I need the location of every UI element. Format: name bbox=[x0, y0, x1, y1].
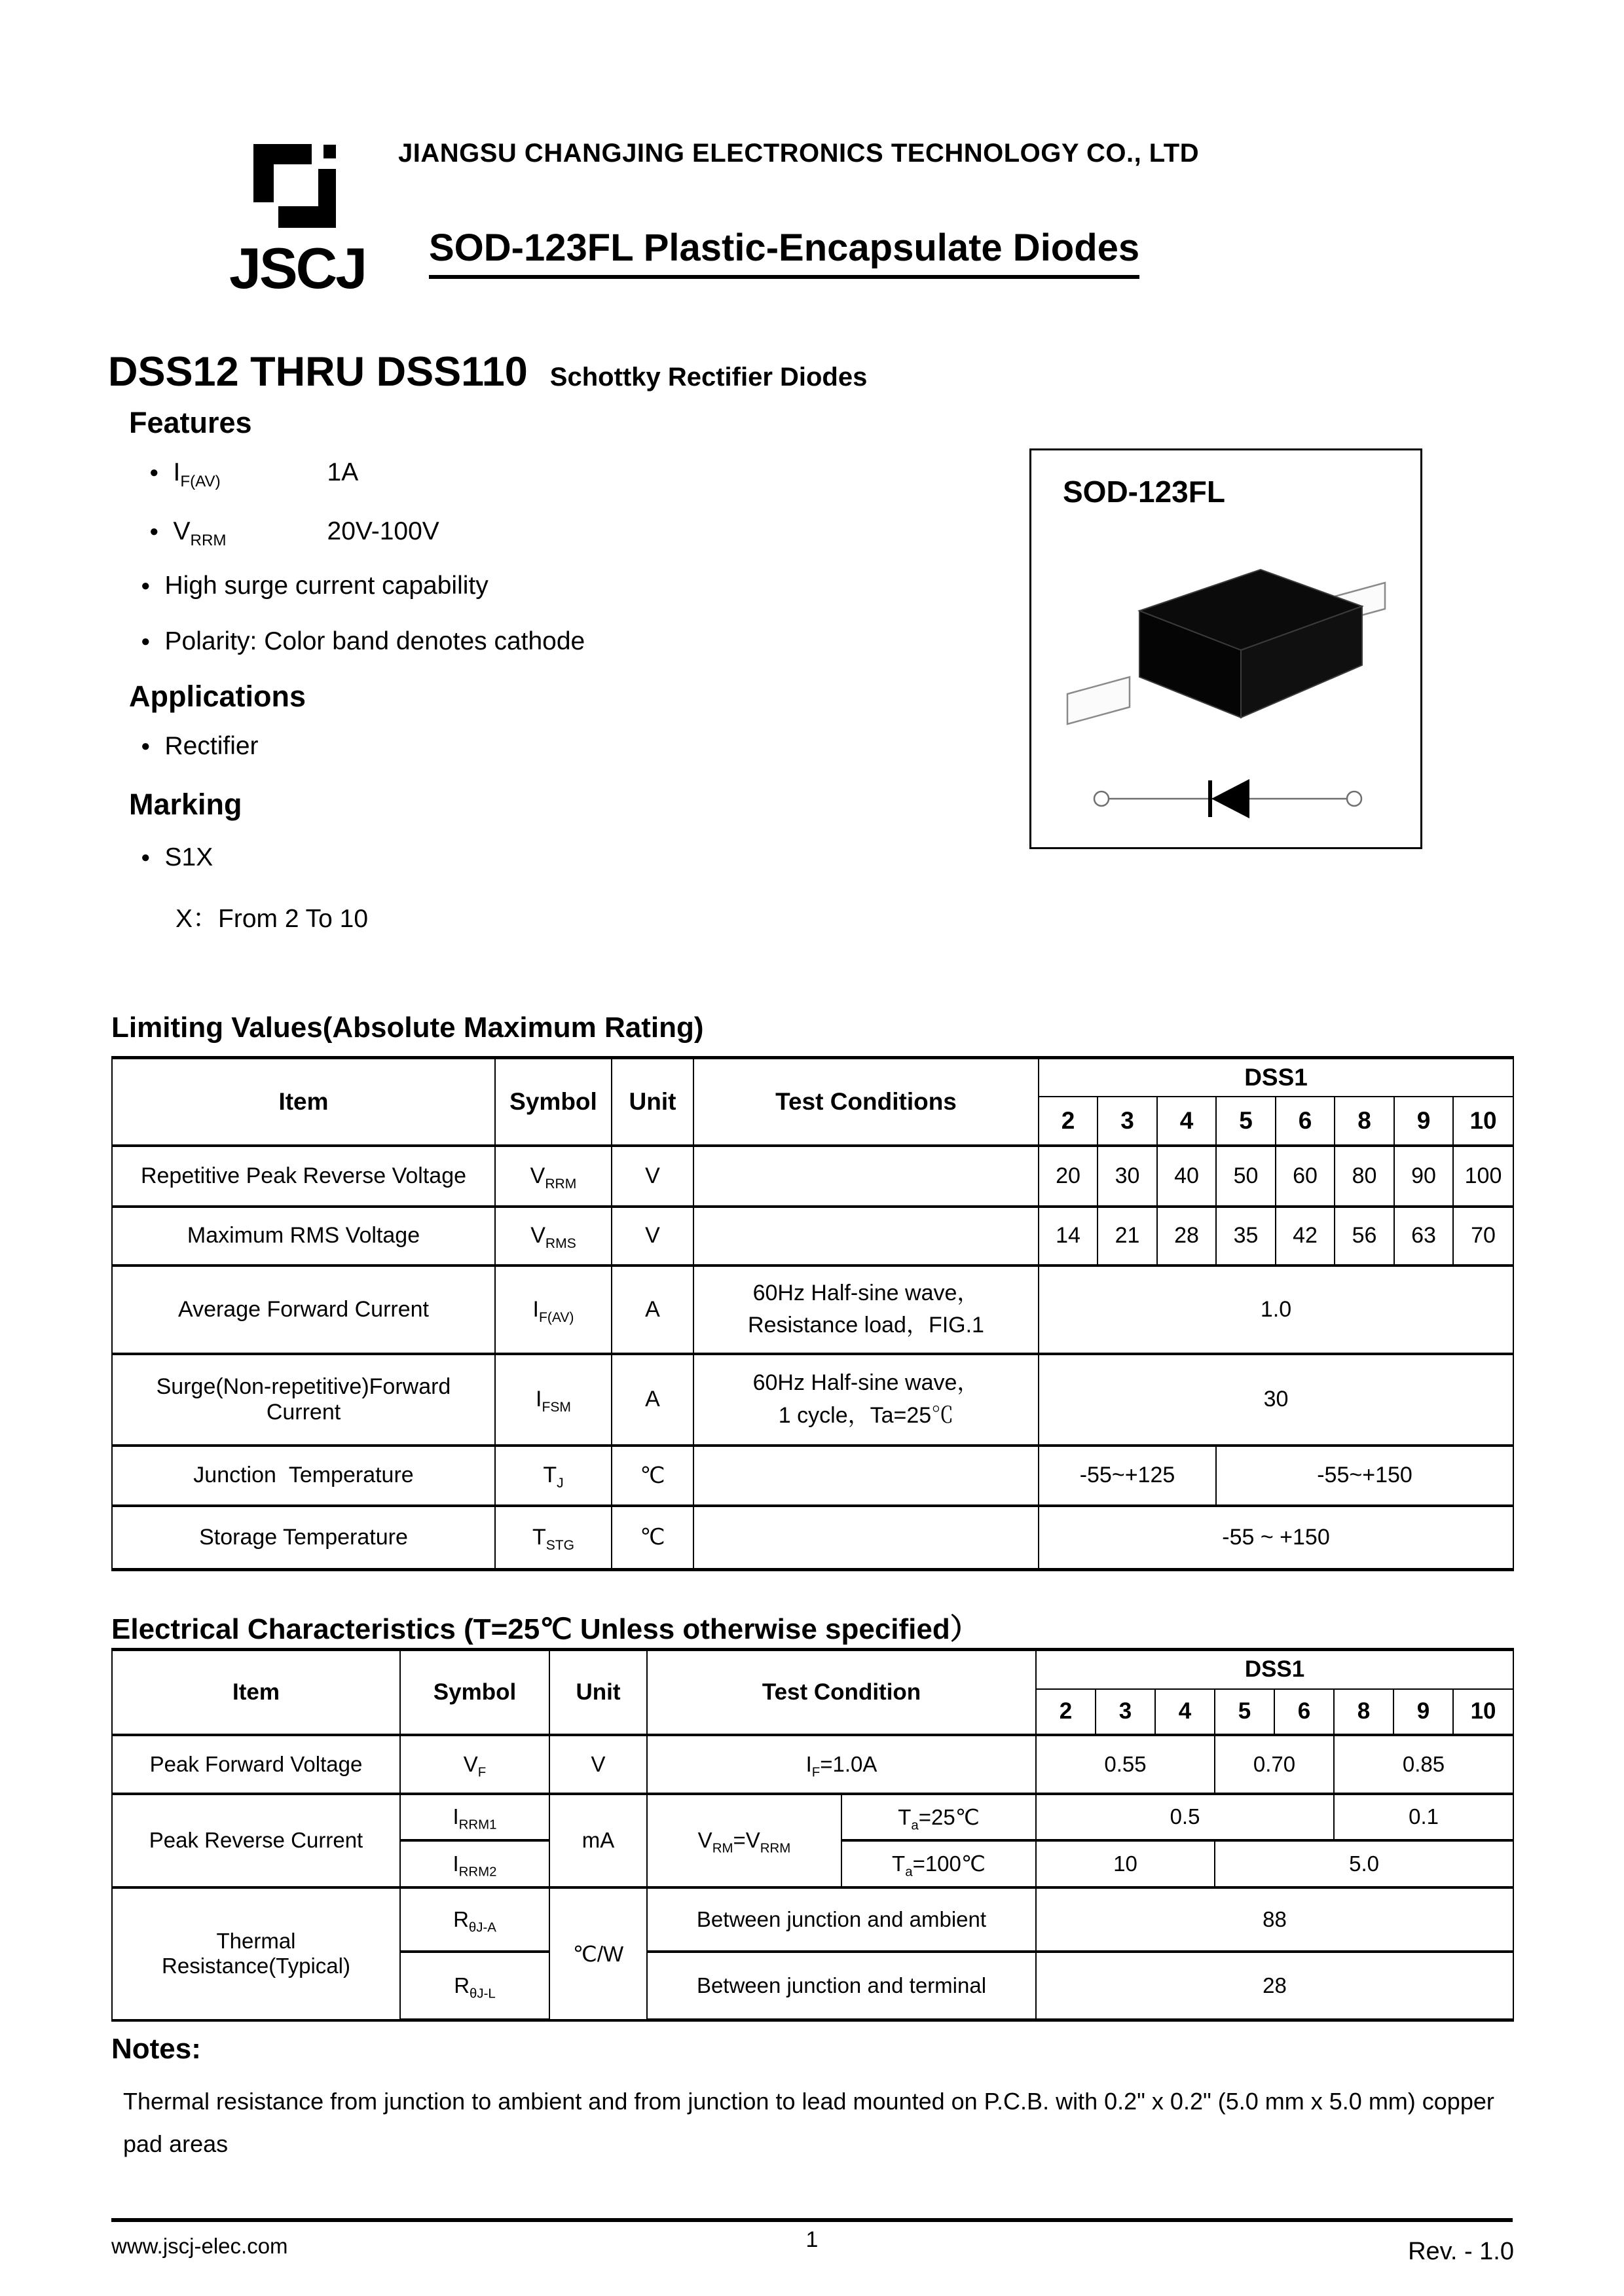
cell: $V_{RM}=V_{RRM}$ bbox=[647, 1794, 841, 1887]
electrical-characteristics-table bbox=[111, 1648, 1514, 2022]
cell: 1.0 bbox=[1039, 1266, 1513, 1354]
applications-heading: Applications bbox=[129, 680, 306, 713]
product-type-subheading: Schottky Rectifier Diodes bbox=[549, 363, 868, 392]
feature-item bbox=[141, 572, 489, 600]
header-cell: Symbol bbox=[400, 1650, 549, 1735]
company-name: JIANGSU CHANGJING ELECTRONICS TECHNOLOGY CO., LTD bbox=[398, 139, 1200, 168]
header-cell: DSS1 bbox=[1036, 1650, 1513, 1689]
cell: ℃ bbox=[612, 1446, 693, 1506]
cell: 42 bbox=[1276, 1207, 1335, 1266]
cell: 30 bbox=[1039, 1354, 1513, 1446]
bullet-icon: ● bbox=[149, 464, 159, 481]
cell: ℃/W bbox=[549, 1887, 647, 2020]
cell: Between junction and terminal bbox=[647, 1952, 1036, 2020]
feature-item bbox=[149, 458, 359, 490]
feature-text: High surge current capability bbox=[164, 572, 489, 600]
cell: $I_{RRM1}$ bbox=[400, 1794, 549, 1840]
electrical-characteristics-title: Electrical Characteristics (T=25℃ Unless otherwise specified） bbox=[111, 1613, 979, 1645]
footer-website: www.jscj-elec.com bbox=[111, 2234, 288, 2258]
cell: Junction Temperature bbox=[112, 1446, 495, 1506]
cell: $T_a=100℃$ bbox=[841, 1840, 1036, 1887]
cell: 30 bbox=[1098, 1146, 1157, 1207]
cell: 28 bbox=[1036, 1952, 1513, 2020]
cell: Repetitive Peak Reverse Voltage bbox=[112, 1146, 495, 1207]
header-cell: 3 bbox=[1098, 1097, 1157, 1146]
bullet-icon: ● bbox=[141, 577, 151, 594]
cell bbox=[693, 1207, 1039, 1266]
table-row bbox=[112, 1650, 1513, 1689]
marking-heading: Marking bbox=[129, 788, 242, 821]
cell bbox=[693, 1506, 1039, 1570]
table-row bbox=[112, 1446, 1513, 1506]
cell: $I_{RRM2}$ bbox=[400, 1840, 549, 1887]
cell: 28 bbox=[1157, 1207, 1216, 1266]
cell: 60Hz Half-sine wave， 1 cycle，Ta=25℃ bbox=[693, 1354, 1039, 1446]
cell: 0.85 bbox=[1334, 1735, 1513, 1794]
cell: 63 bbox=[1394, 1207, 1453, 1266]
cell: 70 bbox=[1453, 1207, 1513, 1266]
cell: 60 bbox=[1276, 1146, 1335, 1207]
cell: -55~+150 bbox=[1216, 1446, 1513, 1506]
header-cell: Item bbox=[112, 1650, 400, 1735]
cell: 100 bbox=[1453, 1146, 1513, 1207]
cell: Maximum RMS Voltage bbox=[112, 1207, 495, 1266]
cell: $T_J$ bbox=[495, 1446, 612, 1506]
feature-value: 1A bbox=[327, 458, 359, 486]
cell: 0.5 bbox=[1036, 1794, 1334, 1840]
cell: 0.55 bbox=[1036, 1735, 1215, 1794]
cell: Average Forward Current bbox=[112, 1266, 495, 1354]
cell: 35 bbox=[1216, 1207, 1276, 1266]
header-cell: 5 bbox=[1216, 1097, 1276, 1146]
feature-value: 20V-100V bbox=[327, 517, 439, 545]
cell: $R_{\theta J-L}$ bbox=[400, 1952, 549, 2020]
header-cell: 10 bbox=[1453, 1097, 1513, 1146]
header-cell: Item bbox=[112, 1058, 495, 1146]
package-box bbox=[1029, 448, 1422, 849]
header-cell: Unit bbox=[549, 1650, 647, 1735]
cell: $V_F$ bbox=[400, 1735, 549, 1794]
header-cell: 8 bbox=[1334, 1689, 1393, 1735]
limiting-values-table bbox=[111, 1056, 1514, 1571]
package-3d-image bbox=[1048, 549, 1405, 752]
table-row bbox=[112, 1887, 1513, 1952]
diode-symbol-icon bbox=[1087, 773, 1369, 825]
cell: $T_{STG}$ bbox=[495, 1506, 612, 1570]
product-series-heading: DSS12 THRU DSS110 bbox=[108, 349, 528, 395]
header-cell: Unit bbox=[612, 1058, 693, 1146]
cell: 90 bbox=[1394, 1146, 1453, 1207]
features-heading: Features bbox=[129, 406, 252, 439]
package-name: SOD-123FL bbox=[1063, 475, 1225, 509]
header-cell: 4 bbox=[1155, 1689, 1215, 1735]
cell: 14 bbox=[1039, 1207, 1098, 1266]
cell: ℃ bbox=[612, 1506, 693, 1570]
table-row bbox=[112, 1506, 1513, 1570]
cell: 5.0 bbox=[1215, 1840, 1513, 1887]
table-row bbox=[112, 1266, 1513, 1354]
bullet-icon: ● bbox=[149, 522, 159, 540]
header-cell: DSS1 bbox=[1039, 1058, 1513, 1097]
cell: V bbox=[612, 1146, 693, 1207]
cell: $R_{\theta J-A}$ bbox=[400, 1887, 549, 1952]
header-cell: 9 bbox=[1394, 1097, 1453, 1146]
feature-text: Polarity: Color band denotes cathode bbox=[164, 627, 585, 655]
company-logo-icon bbox=[252, 143, 337, 231]
cell: 21 bbox=[1098, 1207, 1157, 1266]
cell: $I_{F(AV)}$ bbox=[495, 1266, 612, 1354]
note-text: Thermal resistance from junction to ambient and from junction to lead mounted on P.C.B. with 0.2" x 0.2" (5.0 mm x 5.0 mm) copper pad areas bbox=[123, 2088, 1494, 2157]
application-item bbox=[141, 732, 259, 761]
cell: 10 bbox=[1036, 1840, 1215, 1887]
header-cell: Test Condition bbox=[647, 1650, 1036, 1735]
cell: -55 ~ +150 bbox=[1039, 1506, 1513, 1570]
bullet-icon: ● bbox=[141, 632, 151, 650]
table-row bbox=[112, 1058, 1513, 1097]
cell: V bbox=[612, 1207, 693, 1266]
cell: 50 bbox=[1216, 1146, 1276, 1207]
header-cell: 4 bbox=[1157, 1097, 1216, 1146]
cell: $I_{FSM}$ bbox=[495, 1354, 612, 1446]
header-cell: Symbol bbox=[495, 1058, 612, 1146]
cell: -55~+125 bbox=[1039, 1446, 1216, 1506]
cell: mA bbox=[549, 1794, 647, 1887]
table-row bbox=[112, 1735, 1513, 1794]
table-row bbox=[112, 1794, 1513, 1840]
table-row bbox=[112, 1354, 1513, 1446]
cell: 60Hz Half-sine wave， Resistance load，FIG.1 bbox=[693, 1266, 1039, 1354]
cell: Thermal Resistance(Typical) bbox=[112, 1887, 400, 2020]
cell: 0.1 bbox=[1334, 1794, 1513, 1840]
header-cell: 6 bbox=[1276, 1097, 1335, 1146]
header-cell: 8 bbox=[1335, 1097, 1394, 1146]
cell: $I_F=1.0A$ bbox=[647, 1735, 1036, 1794]
table-row bbox=[112, 1207, 1513, 1266]
cell: Peak Reverse Current bbox=[112, 1794, 400, 1887]
cell: $V_{RMS}$ bbox=[495, 1207, 612, 1266]
marking-item bbox=[141, 843, 213, 872]
logo-text: JSCJ bbox=[229, 236, 366, 301]
footer-divider bbox=[111, 2218, 1513, 2222]
notes-heading: Notes: bbox=[111, 2033, 201, 2065]
cell: $V_{RRM}$ bbox=[495, 1146, 612, 1207]
cell bbox=[693, 1146, 1039, 1207]
cell: Surge(Non-repetitive)Forward Current bbox=[112, 1354, 495, 1446]
header-cell: 10 bbox=[1453, 1689, 1513, 1735]
marking-text: S1X bbox=[164, 843, 213, 871]
cell: Between junction and ambient bbox=[647, 1887, 1036, 1952]
cell: 20 bbox=[1039, 1146, 1098, 1207]
header-cell: 2 bbox=[1039, 1097, 1098, 1146]
header-cell: Test Conditions bbox=[693, 1058, 1039, 1146]
cell: 80 bbox=[1335, 1146, 1394, 1207]
bullet-icon: ● bbox=[141, 737, 151, 755]
cell: Storage Temperature bbox=[112, 1506, 495, 1570]
bullet-icon: ● bbox=[141, 848, 151, 866]
cell: 40 bbox=[1157, 1146, 1216, 1207]
cell: 88 bbox=[1036, 1887, 1513, 1952]
header-cell: 9 bbox=[1393, 1689, 1453, 1735]
cell: A bbox=[612, 1266, 693, 1354]
feature-label: $V_{RRM}$ bbox=[173, 517, 227, 549]
footer-page-number: 1 bbox=[805, 2227, 819, 2252]
cell: V bbox=[549, 1735, 647, 1794]
footer-revision: Rev. - 1.0 bbox=[1408, 2238, 1514, 2265]
header-cell: 2 bbox=[1036, 1689, 1096, 1735]
header-cell: 3 bbox=[1096, 1689, 1155, 1735]
cell: 56 bbox=[1335, 1207, 1394, 1266]
cell bbox=[693, 1446, 1039, 1506]
feature-item bbox=[141, 627, 585, 656]
cell: $T_a=25℃$ bbox=[841, 1794, 1036, 1840]
feature-item bbox=[149, 517, 439, 549]
table-row bbox=[112, 1146, 1513, 1207]
application-text: Rectifier bbox=[164, 732, 259, 760]
cell: 0.70 bbox=[1215, 1735, 1334, 1794]
header-cell: 6 bbox=[1274, 1689, 1334, 1735]
feature-label: $I_{F(AV)}$ bbox=[173, 458, 221, 490]
page-title: SOD-123FL Plastic-Encapsulate Diodes bbox=[429, 226, 1139, 279]
marking-note: X：From 2 To 10 bbox=[175, 905, 369, 933]
cell: Peak Forward Voltage bbox=[112, 1735, 400, 1794]
header-cell: 5 bbox=[1215, 1689, 1274, 1735]
cell: A bbox=[612, 1354, 693, 1446]
limiting-values-title: Limiting Values(Absolute Maximum Rating) bbox=[111, 1011, 704, 1044]
